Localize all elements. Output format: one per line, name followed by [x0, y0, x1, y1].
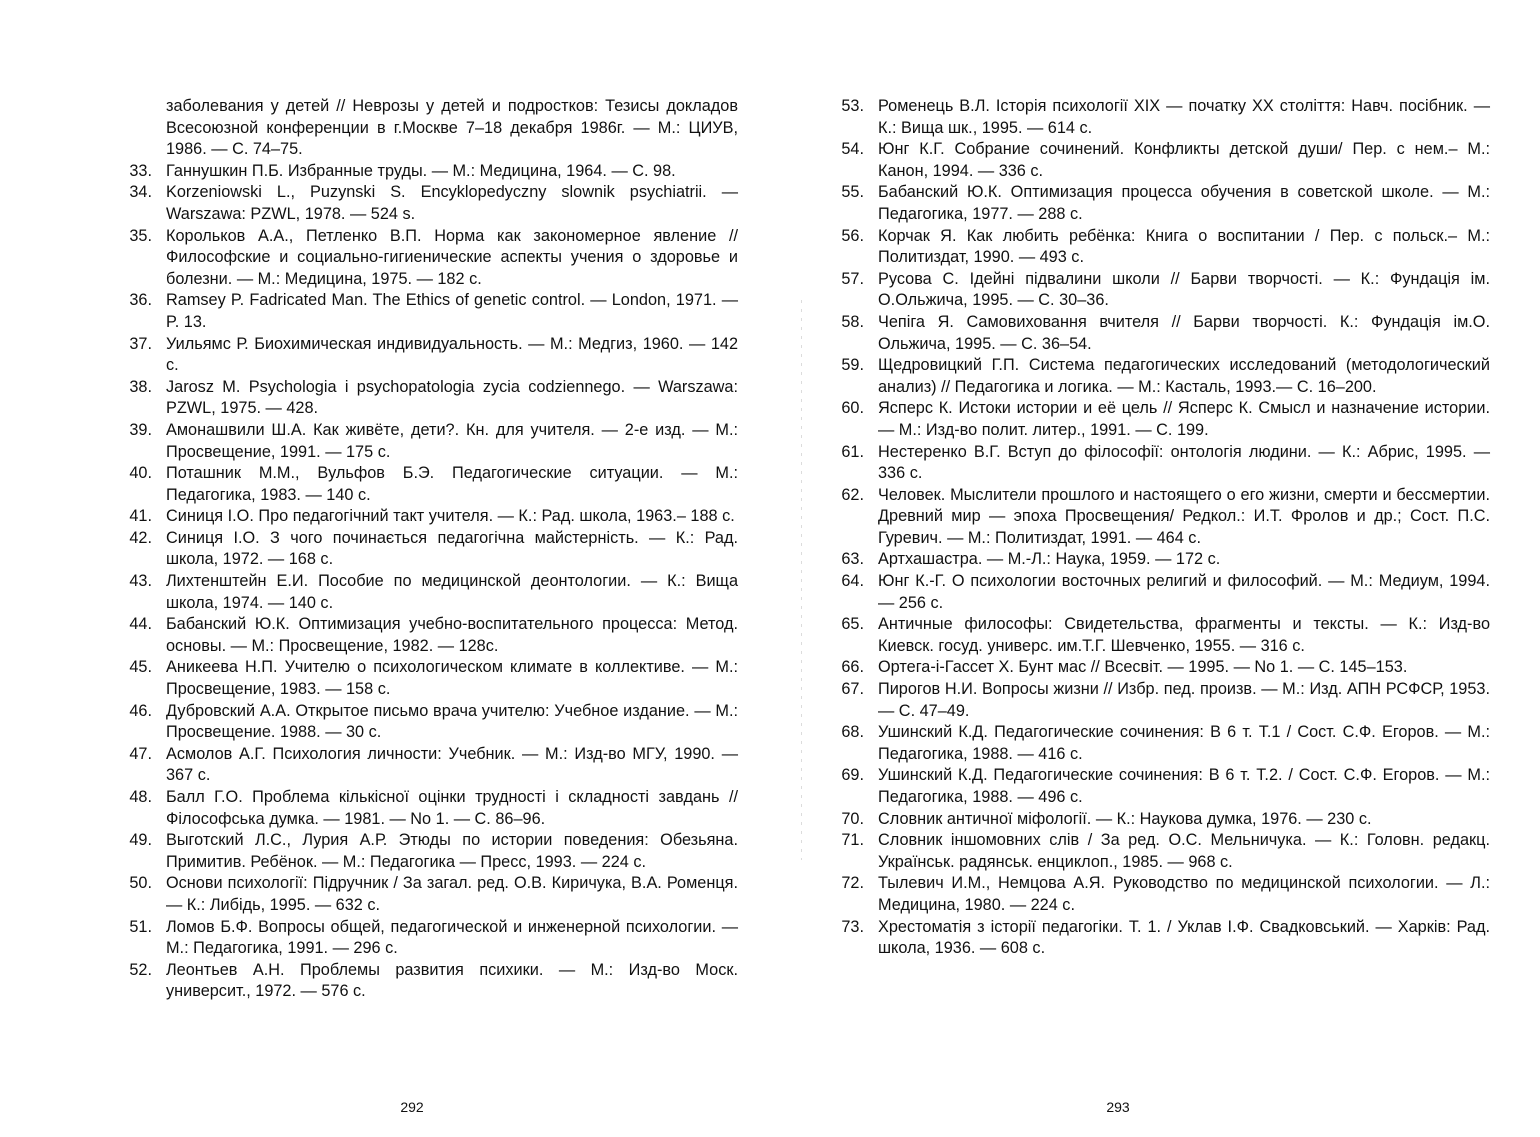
bibliography-entry	[118, 420, 738, 463]
entry-text: Ушинский К.Д. Педагогические сочинения: В 6 т. Т.1 / Сост. С.Ф. Егоров. — М.: Педагогика, 1988. — 416 с.	[878, 723, 1490, 763]
entry-text: Корольков А.А., Петленко В.П. Норма как закономерное явление // Философские и социально-гигиенические аспекты учения о здоровье и болезни. — М.: Медицина, 1975. — 182 с.	[166, 226, 738, 288]
entry-number: 68.	[841, 723, 864, 742]
entry-number: 52.	[129, 960, 152, 979]
entry-number: 51.	[129, 917, 152, 936]
bibliography-entry	[830, 873, 1490, 916]
bibliography-entry	[118, 571, 738, 614]
bibliography-entry	[118, 290, 738, 333]
entry-number: 62.	[841, 485, 864, 504]
entry-number: 49.	[129, 831, 152, 850]
entry-number: 61.	[841, 442, 864, 461]
right-page	[770, 0, 1540, 1137]
entry-text: Ясперс К. Истоки истории и её цель // Ясперс К. Смысл и назначение истории. — М.: Изд-во полит. литер., 1991. — С. 199.	[878, 399, 1490, 439]
entry-text: Корчак Я. Как любить ребёнка: Книга о воспитании / Пер. с польск.– М.: Политиздат, 1990. — 493 с.	[878, 226, 1490, 267]
entry-number: 44.	[129, 615, 152, 634]
entry-text: Уильямс Р. Биохимическая индивидуальность. — М.: Медгиз, 1960. — 142 с.	[166, 334, 738, 375]
page-number-left: 292	[400, 1099, 424, 1115]
entry-text: Бабанский Ю.К. Оптимизация процесса обучения в советской школе. — М.: Педагогика, 1977. — 288 с.	[878, 183, 1490, 223]
continued-entry: заболевания у детей // Неврозы у детей и подростков: Тезисы докладов Всесоюзной конференции в г.Москве 7–18 декабря 1986г. — М.: ЦИУВ, 1986. — С. 74–75.	[166, 97, 738, 159]
entry-number: 63.	[841, 550, 864, 569]
bibliography-entry	[830, 355, 1490, 398]
bibliography-entry	[830, 182, 1490, 225]
entry-text: Артхашастра. — М.-Л.: Наука, 1959. — 172 с.	[878, 550, 1221, 569]
bibliography-entry	[830, 765, 1490, 808]
entry-number: 67.	[841, 680, 864, 699]
bibliography-entry	[830, 485, 1490, 550]
bibliography-entry	[830, 917, 1490, 960]
entry-text: Роменець В.Л. Історія психології XIX — початку XX століття: Навч. посібник. — К.: Вища шк., 1995. — 614 с.	[878, 97, 1490, 137]
entry-text: Леонтьев А.Н. Проблемы развития психики. — М.: Изд-во Моск. университ., 1972. — 576 с.	[166, 960, 738, 1001]
bibliography-entry	[830, 679, 1490, 722]
bibliography-entry	[118, 463, 738, 506]
entry-text: Дубровский А.А. Открытое письмо врача учителю: Учебное издание. — М.: Просвещение. 1988. — 30 с.	[166, 701, 738, 742]
entry-number: 66.	[841, 658, 864, 677]
entry-number: 55.	[841, 183, 864, 202]
entry-text: Балл Г.О. Проблема кількісної оцінки трудності і складності завдань // Філософська думка. — 1981. — No 1. — С. 86–96.	[166, 788, 738, 828]
entry-text: Ramsey P. Fadricated Man. The Ethics of genetic control. — London, 1971. — P. 13.	[166, 291, 738, 331]
entry-text: Jarosz M. Psychologia i psychopatologia zycia codziennego. — Warszawa: PZWL, 1975. — 428.	[166, 377, 738, 418]
entry-text: Бабанский Ю.К. Оптимизация учебно-воспитательного процесса: Метод. основы. — М.: Просвещение, 1982. — 128с.	[166, 615, 738, 655]
bibliography-entry	[118, 161, 738, 183]
entry-number: 48.	[129, 788, 152, 806]
bibliography-entry	[118, 701, 738, 744]
entry-number: 45.	[129, 658, 152, 677]
entry-text: Античные философы: Свидетельства, фрагменты и тексты. — К.: Изд-во Киевск. госуд. универс. им.Т.Г. Шевченко, 1955. — 316 с.	[878, 615, 1490, 655]
entry-text: Словник античної міфології. — К.: Наукова думка, 1976. — 230 с.	[878, 809, 1372, 828]
page-number-right: 293	[1106, 1099, 1130, 1115]
entry-text: Пирогов Н.И. Вопросы жизни // Избр. пед. произв. — М.: Изд. АПН РСФСР, 1953. — С. 47–49.	[878, 680, 1490, 720]
entry-text: Синиця І.О. З чого починається педагогічна майстерність. — К.: Рад. школа, 1972. — 168 с.	[166, 528, 738, 569]
entry-number: 73.	[841, 917, 864, 936]
entry-text: Ушинский К.Д. Педагогические сочинения: В 6 т. Т.2. / Сост. С.Ф. Егоров. — М.: Педагогика, 1988. — 496 с.	[878, 766, 1490, 806]
entry-number: 65.	[841, 615, 864, 634]
bibliography-entry	[118, 657, 738, 700]
entry-text: Асмолов А.Г. Психология личности: Учебник. — М.: Изд-во МГУ, 1990. — 367 с.	[166, 744, 738, 785]
bibliography-entry	[830, 139, 1490, 182]
bibliography-entry	[118, 377, 738, 420]
bibliography-list-left	[118, 96, 738, 1003]
entry-text: Ортега-і-Гассет Х. Бунт мас // Всесвіт. — 1995. — No 1. — С. 145–153.	[878, 658, 1408, 677]
entry-number: 33.	[129, 161, 152, 180]
bibliography-entry	[118, 873, 738, 916]
bibliography-entry	[118, 830, 738, 873]
entry-number: 43.	[129, 572, 152, 591]
bibliography-entry	[118, 917, 738, 960]
entry-number: 59.	[841, 356, 864, 375]
entry-number: 64.	[841, 572, 864, 591]
entry-text: Амонашвили Ш.А. Как живёте, дети?. Кн. для учителя. — 2-е изд. — М.: Просвещение, 1991. — 175 с.	[166, 420, 738, 461]
entry-text: Словник іншомовних слів / За ред. О.С. Мельничука. — К.: Головн. редакц. Українськ. радянськ. енциклоп., 1985. — 968 с.	[878, 831, 1490, 871]
entry-number: 58.	[841, 312, 864, 331]
entry-number: 72.	[841, 874, 864, 893]
entry-number: 60.	[841, 399, 864, 418]
bibliography-entry	[830, 809, 1490, 831]
bibliography-entry	[118, 226, 738, 291]
bibliography-entry	[830, 722, 1490, 765]
entry-text: Ганнушкин П.Б. Избранные труды. — М.: Медицина, 1964. — С. 98.	[166, 161, 676, 180]
entry-number: 53.	[841, 97, 864, 115]
entry-text: Юнг К.Г. Собрание сочинений. Конфликты детской души/ Пер. с нем.– М.: Канон, 1994. — 336 с.	[878, 140, 1490, 180]
entry-number: 38.	[129, 377, 152, 396]
entry-text: Korzeniowski L., Puzynski S. Encyklopedyczny slownik psychiatrii. — Warszawa: PZWL, 1978. — 524 s.	[166, 183, 738, 223]
entry-number: 41.	[129, 507, 152, 526]
bibliography-list-right	[830, 96, 1490, 960]
entry-number: 46.	[129, 701, 152, 720]
entry-number: 36.	[129, 291, 152, 310]
entry-number: 56.	[841, 226, 864, 245]
entry-text: Синиця І.О. Про педагогічний такт учителя. — К.: Рад. школа, 1963.– 188 с.	[166, 507, 735, 526]
bibliography-entry	[830, 442, 1490, 485]
entry-text: Юнг К.-Г. О психологии восточных религий и философий. — М.: Медиум, 1994. — 256 с.	[878, 572, 1490, 612]
entry-text: Основи психології: Підручник / За загал. ред. О.В. Киричука, В.А. Роменця. — К.: Либідь, 1995. — 632 с.	[166, 874, 738, 914]
entry-text: Тылевич И.М., Немцова А.Я. Руководство по медицинской психологии. — Л.: Медицина, 1980. — 224 с.	[878, 874, 1490, 914]
entry-number: 42.	[129, 528, 152, 547]
entry-number: 39.	[129, 420, 152, 439]
bibliography-entry	[118, 528, 738, 571]
entry-number: 40.	[129, 464, 152, 483]
bibliography-entry	[118, 787, 738, 830]
bibliography-entry	[830, 312, 1490, 355]
entry-text: Щедровицкий Г.П. Система педагогических исследований (методологический анализ) // Педагогика и логика. — М.: Касталь, 1993.— С. 16–200.	[878, 356, 1490, 396]
entry-text: Хрестоматія з історії педагогіки. Т. 1. / Уклав І.Ф. Свадковський. — Харків: Рад. школа, 1936. — 608 с.	[878, 917, 1490, 958]
bibliography-entry	[118, 334, 738, 377]
entry-text: Чепіга Я. Самовиховання вчителя // Барви творчості. К.: Фундація ім.О. Ольжича, 1995. — С. 36–54.	[878, 312, 1490, 353]
entry-number: 54.	[841, 140, 864, 159]
entry-text: Нестеренко В.Г. Вступ до філософії: онтологія людини. — К.: Абрис, 1995. — 336 с.	[878, 442, 1490, 483]
bibliography-entry	[830, 830, 1490, 873]
entry-text: Выготский Л.С., Лурия А.Р. Этюды по истории поведения: Обезьяна. Примитив. Ребёнок. — М.: Педагогика — Пресс, 1993. — 224 с.	[166, 831, 738, 871]
bibliography-entry	[830, 549, 1490, 571]
entry-number: 35.	[129, 226, 152, 245]
entry-number: 34.	[129, 183, 152, 202]
entry-text: Аникеева Н.П. Учителю о психологическом климате в коллективе. — М.: Просвещение, 1983. — 158 с.	[166, 658, 738, 699]
entry-number: 47.	[129, 744, 152, 763]
bibliography-entry	[118, 506, 738, 528]
bibliography-entry	[118, 960, 738, 1003]
bibliography-entry	[118, 614, 738, 657]
entry-number: 50.	[129, 874, 152, 893]
bibliography-entry	[830, 657, 1490, 679]
bibliography-entry	[830, 398, 1490, 441]
entry-text: Ломов Б.Ф. Вопросы общей, педагогической и инженерной психологии. — М.: Педагогика, 1991. — 296 с.	[166, 917, 738, 958]
entry-number: 37.	[129, 334, 152, 353]
bibliography-entry	[830, 269, 1490, 312]
entry-text: Лихтенштейн Е.И. Пособие по медицинской деонтологии. — К.: Вища школа, 1974. — 140 с.	[166, 572, 738, 612]
entry-number: 70.	[841, 809, 864, 828]
entry-text: Поташник М.М., Вульфов Б.Э. Педагогические ситуации. — М.: Педагогика, 1983. — 140 с.	[166, 464, 738, 504]
bibliography-entry	[830, 96, 1490, 139]
bibliography-entry	[118, 182, 738, 225]
bibliography-entry	[830, 571, 1490, 614]
bibliography-entry	[830, 614, 1490, 657]
entry-number: 57.	[841, 269, 864, 288]
entry-number: 71.	[841, 831, 864, 850]
bibliography-entry	[830, 226, 1490, 269]
bibliography-entry	[118, 744, 738, 787]
entry-number: 69.	[841, 766, 864, 785]
entry-text: Русова С. Ідейні підвалини школи // Барви творчості. — К.: Фундація ім. О.Ольжича, 1995. — С. 30–36.	[878, 269, 1490, 310]
entry-text: Человек. Мыслители прошлого и настоящего о его жизни, смерти и бессмертии. Древний мир — эпоха Просвещения/ Редкол.: И.Т. Фролов и др.; Сост. П.С. Гуревич. — М.: Политиздат, 1991. — 464 с.	[878, 485, 1490, 547]
